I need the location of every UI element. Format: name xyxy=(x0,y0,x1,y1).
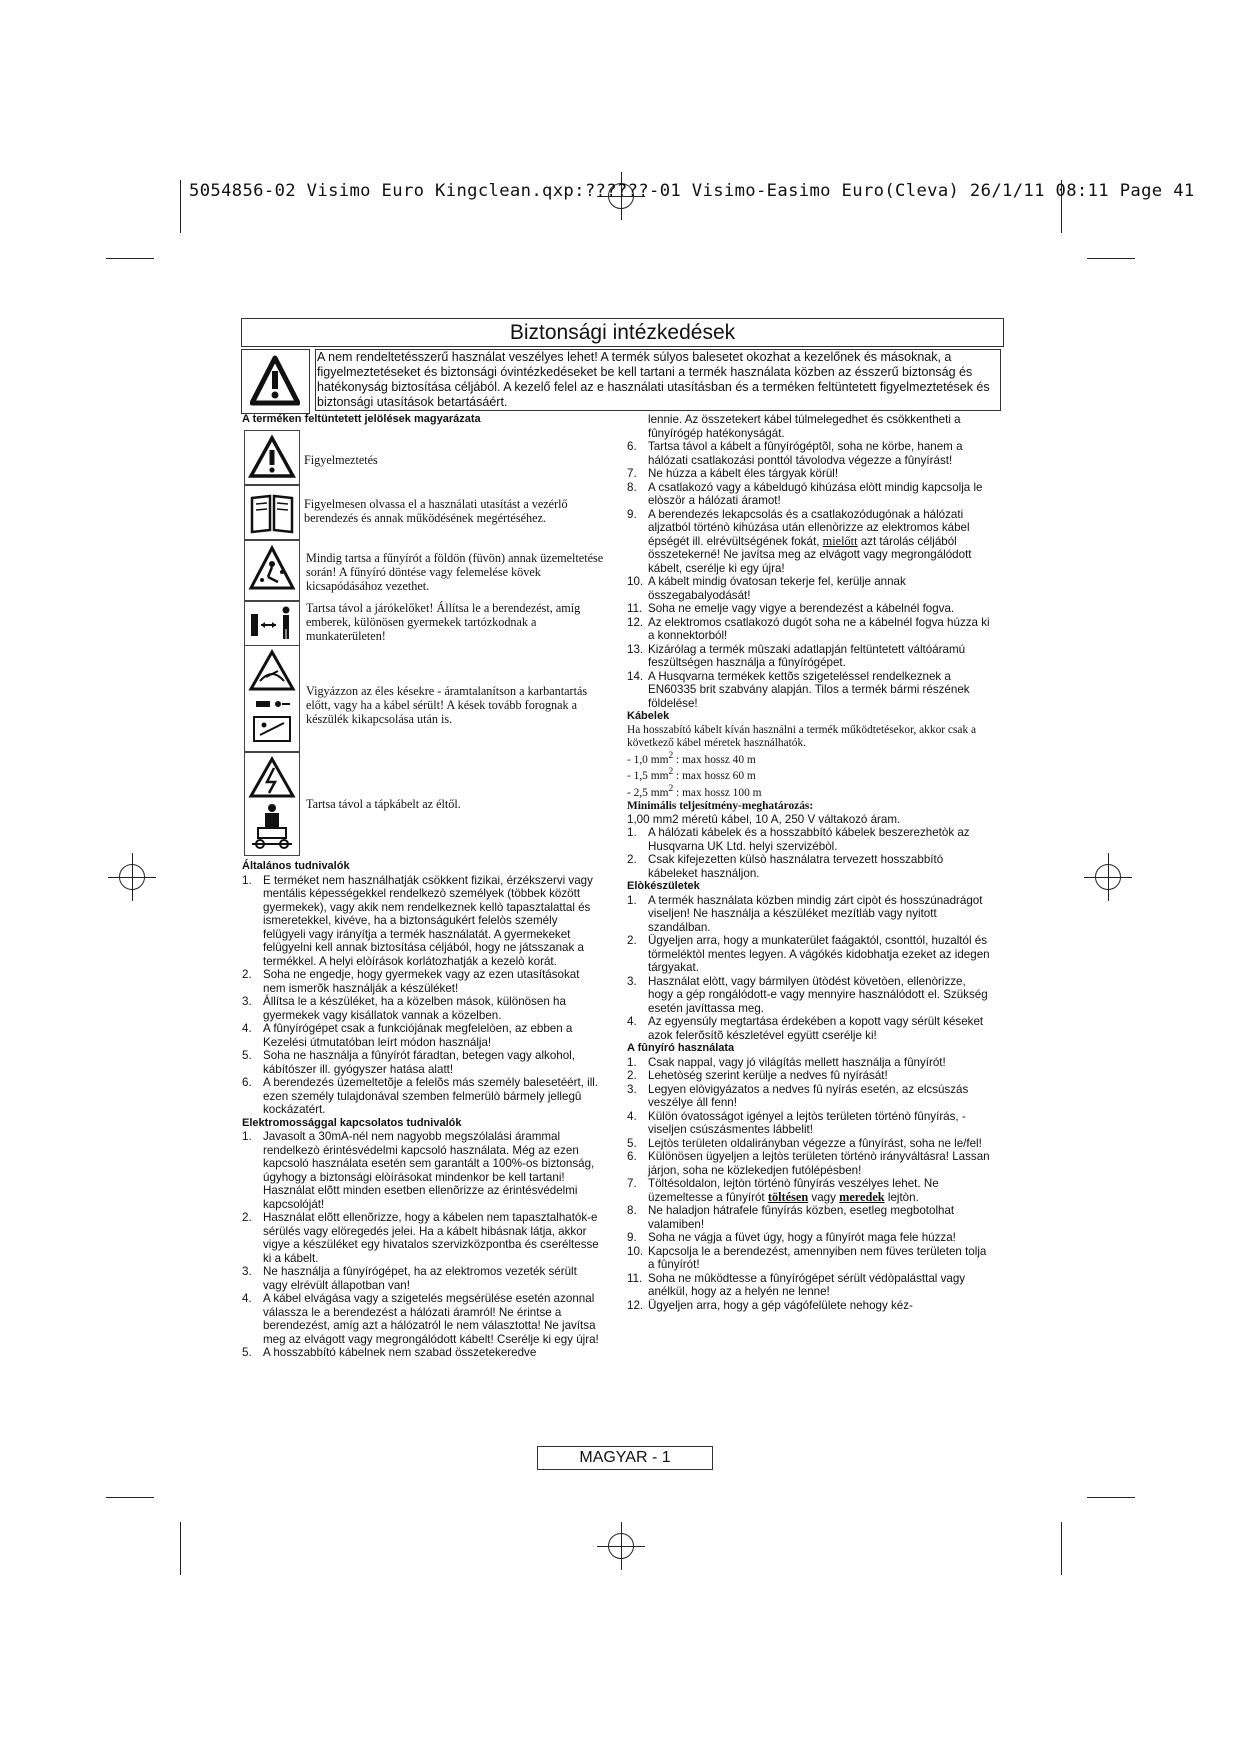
list-item: 12. Az elektromos csatlakozó dugót soha ne a kábelnél fogva húzza ki a konnektorból! xyxy=(627,615,990,642)
cable-size: - 2,5 $mm^2$ : max hossz 100 m xyxy=(627,784,762,799)
list-item: 2. Ügyeljen arra, hogy a munkaterület faágaktól, csonttól, huzaltól és törmeléktòl mentes legyen. A vágókés kidobhatja ezeket az idegen tárgyakat. xyxy=(627,934,990,975)
crop-mark xyxy=(180,180,181,233)
list-item: 4. Külön óvatosságot igényel a lejtòs területen történò fûnyírás, - viseljen csúszásmentes lábbelit! xyxy=(627,1109,966,1137)
symbol-text: Figyelmeztetés xyxy=(304,453,378,467)
symbol-sharp-blades xyxy=(244,645,300,752)
list-item: 13. Kizárólag a termék mûszaki adatlapján feltüntetett váltóáramú feszültségen használja a fûnyírógépet. xyxy=(627,642,966,669)
symbol-warning xyxy=(244,430,300,486)
symbol-cable xyxy=(244,752,300,856)
intro-text: A nem rendeltetésszerű használat veszélyes lehet! A termék súlyos balesetet okozhat a kezelőnek és másoknak, a figyelmeztetéseket és biztonsági óvintézkedéseket be kell tartani a termék használata közben az ésszerű biztonság és hatékonyság biztosítása céljából. A kezelő felel az e használati utasításban és a terméken feltüntetett figyelmeztetések és biztonsági utasítások betartásáért. xyxy=(315,349,1001,411)
crop-mark xyxy=(106,258,154,259)
symbol-thrown-objects xyxy=(244,540,300,602)
preparation-heading: Elòkészületek xyxy=(627,880,700,893)
cable-size: - 1,0 $mm^2$ : max hossz 40 m xyxy=(627,750,756,766)
warning-box xyxy=(241,349,310,414)
list-item: 5. A hosszabbító kábelnek nem szabad összetekeredve xyxy=(242,1346,537,1359)
list-item: lennie. Az összetekert kábel túlmelegedhet és csökkentheti a fûnyírógép hatékonyságát. xyxy=(648,413,961,440)
list-item: 3. Használat elòtt, vagy bármilyen ütòdést követòen, ellenòrizze, hogy a gép rongálódott-e vagy mennyire használódott el. Szükség esetén javíttassa meg. xyxy=(627,974,988,1015)
list-item: 4. Az egyensúly megtartása érdekében a kopott vagy sérült késeket azok felerõsítõ készletével együtt cserélje ki! xyxy=(627,1015,984,1042)
list-item: 5. Lejtòs területen oldalirányban végezze a fûnyírást, soha ne le/fel! xyxy=(627,1136,982,1150)
crop-mark xyxy=(1087,1497,1135,1498)
list-item: 1. A termék használata közben mindig zárt cipòt és hosszúnadrágot viseljen! Ne használja a készüléket mezítláb vagy nyitott szandálban. xyxy=(627,893,983,934)
read-manual-icon xyxy=(248,488,296,536)
list-item: 10. A kábelt mindig óvatosan tekerje fel, kerülje annak összegabalyodását! xyxy=(627,575,906,602)
symbol-text: Figyelmesen olvassa el a használati utasítást a vezérlő berendezés és annak működésének megértéséhez. xyxy=(304,497,568,526)
min-spec-heading: Minimális teljesítmény-meghatározás: xyxy=(627,799,814,812)
bystander-distance-icon xyxy=(248,604,296,642)
crop-mark xyxy=(106,1497,154,1498)
cable-size: - 1,5 $mm^2$ : max hossz 60 m xyxy=(627,767,756,783)
warning-triangle-icon xyxy=(250,355,300,407)
symbols-heading: A terméken feltüntetett jelölések magyarázata xyxy=(242,413,481,425)
list-item: 7. Ne húzza a kábelt éles tárgyak körül! xyxy=(627,467,839,480)
list-item: 10. Kapcsolja le a berendezést, amennyiben nem füves területen tolja a fûnyírót! xyxy=(627,1244,987,1272)
list-item: 11. Soha ne mûködtesse a fûnyírógépet sérült védòpalásttal vagy anélkül, hogy az a helyén ne lenne! xyxy=(627,1271,966,1299)
page-title: Biztonsági intézkedések xyxy=(241,318,1004,347)
list-item: 2. Csak kifejezetten külsò használatra tervezett hosszabbító kábeleket használjon. xyxy=(627,853,944,880)
thrown-objects-icon xyxy=(248,544,296,598)
general-heading: Általános tudnivalók xyxy=(242,860,350,872)
list-item: 3. Ne használja a fûnyírógépet, ha az elektromos vezeték sérült vagy elrévült állapotban van! xyxy=(242,1265,577,1292)
mower-list xyxy=(627,1056,992,1313)
list-item: 9. Soha ne vágja a füvet úgy, hogy a fûnyírót maga fele húzza! xyxy=(627,1231,956,1245)
preparation-list xyxy=(627,894,992,1043)
registration-mark xyxy=(606,1531,636,1561)
registration-mark xyxy=(1093,862,1123,892)
list-item: 4. A kábel elvágása vagy a szigetelés megsérülése esetén azonnal válassza le a berendezést a hálózati áramról! Ne érintse a berendezést, amíg azt a hálózatról le nem választotta! Ne javítsa meg az elvágott vagy megrongálódott kábelt! Cserélje ki egy újra! xyxy=(242,1292,599,1346)
list-item: 8. A csatlakozó vagy a kábeldugó kihúzása elòtt mindig kapcsolja le elòször a hálózati áramot! xyxy=(627,480,983,507)
list-item: 2. Lehetòség szerint kerülje a nedves fû nyírását! xyxy=(627,1069,888,1083)
list-item: 1. E terméket nem használhatják csökkent fizikai, érzékszervi vagy mentális képességekkel rendelkezò személyek (többek között gyermekek), vagy akik nem rendelkeznek kellò tapasztalattal és ismeretekkel, kivéve, ha a biztonságukért felelòs személy felügyeli vagy irányítja a termék használatát. A gyermekeket felügyelni kell annak biztosítása céljából, hogy ne játsszanak a termékkel. A helyi elòírások korlátozhatják a kezelò korát. xyxy=(242,873,593,968)
warning-icon xyxy=(248,434,296,482)
list-item: 4. A fûnyírógépet csak a funkciójának megfelelòen, az ebben a Kezelési útmutatóban leírt módon használja! xyxy=(242,1022,573,1049)
list-item: 2. Soha ne engedje, hogy gyermekek vagy az ezen utasításokat nem ismerõk használják a készüléket! xyxy=(242,968,580,995)
list-item: 3. Legyen elòvigyázatos a nedves fû nyírás esetén, az elcsúszás veszélye áll fenn! xyxy=(627,1082,969,1110)
print-slug: 5054856-02 Visimo Euro Kingclean.qxp:??????-01 Visimo-Easimo Euro(Cleva) 26/1/11 08:11 Page 41 xyxy=(189,181,1195,201)
symbol-read-manual xyxy=(244,484,300,540)
page-footer: MAGYAR - 1 xyxy=(537,1446,713,1470)
list-item: 6. Különösen ügyeljen a lejtòs területen történò irányváltásra! Lassan járjon, soha ne közlekedjen futólépésben! xyxy=(627,1150,990,1177)
crop-mark xyxy=(1087,258,1135,259)
electrical-list-cont xyxy=(627,413,992,710)
sharp-blades-icon xyxy=(248,649,296,748)
symbol-text: Tartsa távol a tápkábelt az éltől. xyxy=(306,797,461,811)
crop-mark xyxy=(1061,1522,1062,1575)
min-spec-text: 1,00 mm2 méretû kábel, 10 A, 250 V váltakozó áram. xyxy=(627,812,901,826)
list-item: 8. Ne haladjon hátrafele fûnyírás közben, esetleg megbotolhat valamiben! xyxy=(627,1204,955,1231)
list-item: 5. Soha ne használja a fûnyírót fáradtan, betegen vagy alkohol, kábítószer ill. gyógyszer hatása alatt! xyxy=(242,1049,575,1076)
right-column xyxy=(627,413,992,1312)
registration-mark xyxy=(117,862,147,892)
list-item: 3. Állítsa le a készüléket, ha a közelben mások, különösen ha gyermekek vagy kisállatok vannak a közelben. xyxy=(242,995,566,1022)
electric-cable-icon xyxy=(248,756,296,852)
cables-intro: Ha hosszabító kábelt kíván használni a termék működtetésekor, akkor csak a következő kábel méretek használhatók. xyxy=(627,723,977,749)
list-item: 9. A berendezés lekapcsolás és a csatlakozódugónak a hálózati aljzatból történò kihúzása után ellenòrizze az elektromos kábel épségét ill. elrévültségének fokát, mielőtt azt tárolás céljából összetekerné! Ne javítsa meg az elvágott vagy megrongálódott kábelt, cserélje ki egy újra! xyxy=(627,507,972,575)
list-item: 1. Javasolt a 30mA-nél nem nagyobb megszólalási árammal rendelkezò érintésvédelmi kapcsoló használata. Még az ezen kapcsoló használata esetén sem garantált a 100%-os biztonság, úgyhogy a biztonsági elòírásokat mindenkor be kell tartani! Használat elõtt minden esetben ellenõrizze az érintésvédelmi kapcsolóját! xyxy=(242,1130,595,1211)
mower-heading: A fûnyíró használata xyxy=(627,1042,735,1055)
general-section xyxy=(242,860,602,1360)
electrical-list xyxy=(242,1130,602,1360)
list-item: 1. A hálózati kábelek és a hosszabbító kábelek beszerezhetòk az Husqvarna UK Ltd. helyi szervizébòl. xyxy=(627,826,970,853)
list-item: 7. Töltésoldalon, lejtòn történò fûnyírás veszélyes lehet. Ne üzemeltesse a fûnyírót töltésen vagy meredek lejtòn. xyxy=(627,1177,939,1204)
left-column xyxy=(242,413,614,427)
list-item: 6. A berendezés üzemeltetõje a felelõs más személy balesetéért, ill. ezen személy tulajdonával szemben felmerülò bármely jellegû kockázatért. xyxy=(242,1076,599,1116)
symbol-text: Tartsa távol a járókelőket! Állítsa le a berendezést, amíg emberek, különösen gyermekek tartózkodnak a munkaterületen! xyxy=(306,601,581,644)
symbol-text: Mindig tartsa a fűnyírót a földön (füvön) annak üzemeltetése során! A fűnyíró döntése vagy felemelése kövek kicsapódásához vezethet. xyxy=(306,551,604,594)
list-item: 12. Ügyeljen arra, hogy a gép vágófelülete nehogy kéz- xyxy=(627,1298,913,1312)
cables-heading: Kábelek xyxy=(627,710,670,722)
list-item: 6. Tartsa távol a kábelt a fûnyírógéptõl, soha ne körbe, hanem a hálózati csatlakozási ponttól távolodva végezze a fûnyírást! xyxy=(627,440,963,467)
list-item: 14. A Husqvarna termékek kettõs szigeteléssel rendelkeznek a EN60335 brit szabvány alapján. Tilos a termék bármi részének földelése! xyxy=(627,669,970,710)
list-item: 1. Csak nappal, vagy jó világítás mellett használja a fûnyírót! xyxy=(627,1055,946,1069)
crop-mark xyxy=(180,1522,181,1575)
general-list xyxy=(242,874,602,1117)
electrical-heading: Elektromossággal kapcsolatos tudnivalók xyxy=(242,1116,462,1129)
symbol-bystander xyxy=(244,600,300,646)
cables-list xyxy=(627,826,992,880)
list-item: 11. Soha ne emelje vagy vigye a berendezést a kábelnél fogva. xyxy=(627,602,955,615)
symbol-text: Vigyázzon az éles késekre - áramtalanítson a karbantartás előtt, vagy ha a kábel sérült! A kések tovább forognak a készülék kikapcsolása után is. xyxy=(306,684,588,727)
list-item: 2. Használat elõtt ellenõrizze, hogy a kábelen nem tapasztalhatók-e sérülés vagy elöregedés jelei. Ha a kábelt hibásnak látja, akkor vigye a készüléket egy hivatalos szervizközpontba és cseréltesse ki a kábelt. xyxy=(242,1211,599,1265)
